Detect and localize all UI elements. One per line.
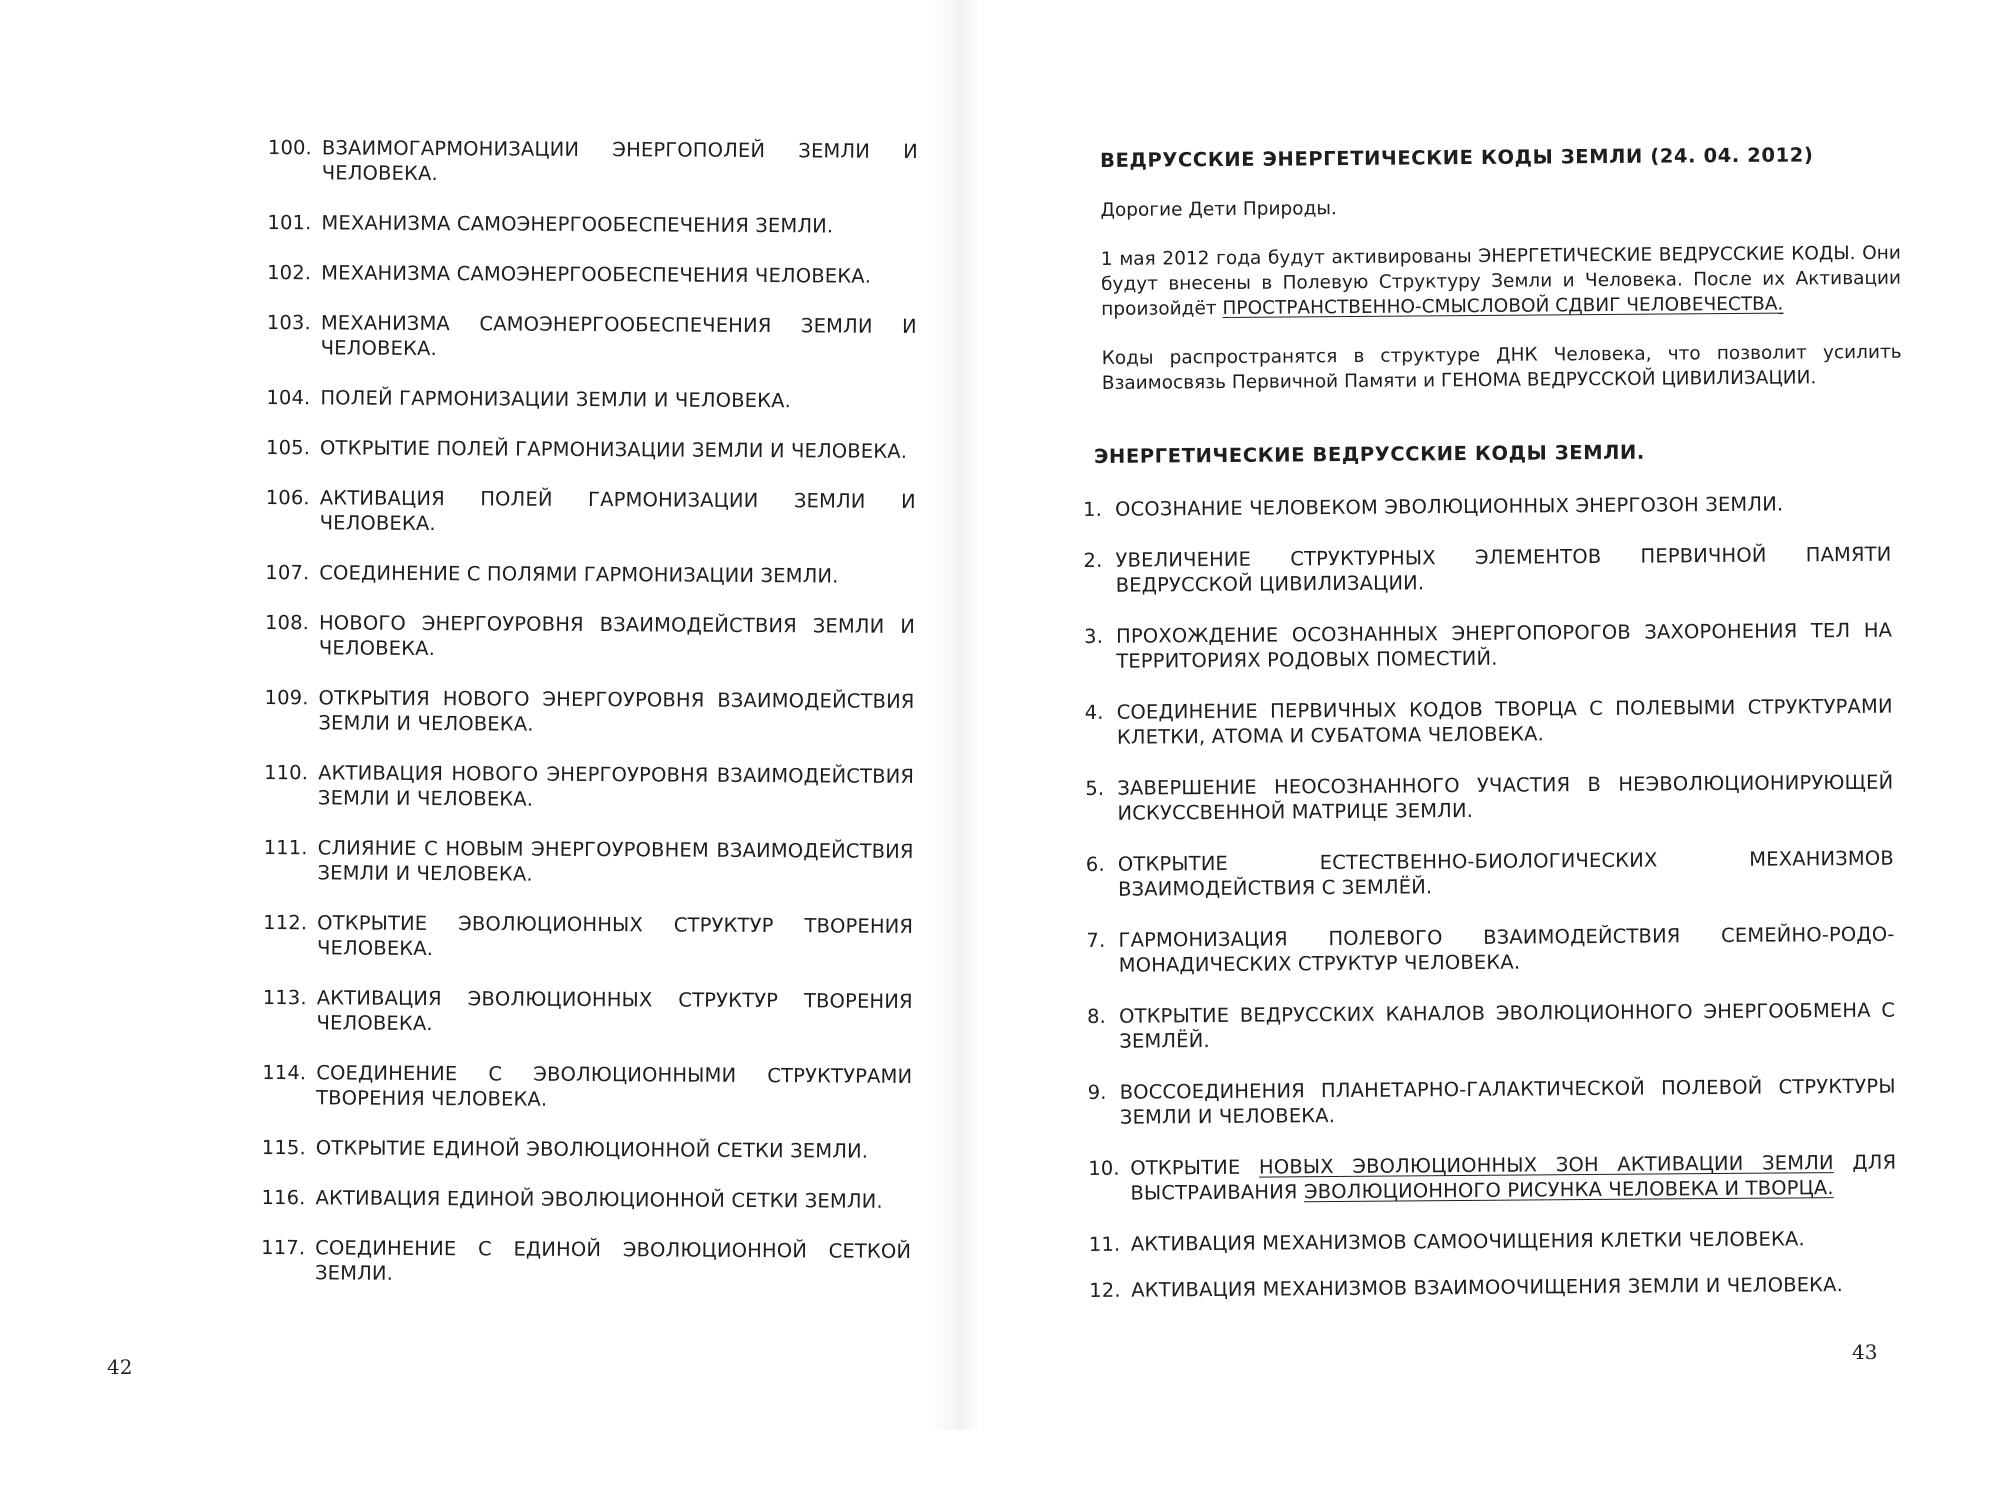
item-number: 100. xyxy=(267,135,313,160)
list-item xyxy=(265,610,915,664)
item-text xyxy=(1130,1150,1896,1206)
item-text: УВЕЛИЧЕНИЕ СТРУКТУРНЫХ ЭЛЕМЕНТОВ ПЕРВИЧНОЙ ПАМЯТИ ВЕДРУССКОЙ ЦИВИЛИЗАЦИИ. xyxy=(1115,542,1892,597)
item-number: 11. xyxy=(1088,1232,1121,1256)
paragraph-text: 1 мая 2012 года будут активированы ЭНЕРГЕТИЧЕСКИЕ ВЕДРУССКИЕ КОДЫ. Они будут внесены в Полевую Структуру Земли и Человека. После их Активации произойдёт xyxy=(1100,242,1902,320)
item-text: АКТИВАЦИЯ МЕХАНИЗМОВ САМООЧИЩЕНИЯ КЛЕТКИ ЧЕЛОВЕКА. xyxy=(1130,1227,1805,1256)
item-text: МЕХАНИЗМА САМОЭНЕРГООБЕСПЕЧЕНИЯ ЗЕМЛИ И ЧЕЛОВЕКА. xyxy=(320,311,917,361)
list-item xyxy=(266,385,916,414)
item-number: 104. xyxy=(266,385,311,410)
list-item xyxy=(1083,542,1891,598)
item-number: 116. xyxy=(261,1185,306,1210)
list-item xyxy=(267,260,917,289)
list-item xyxy=(267,210,917,239)
item-number: 8. xyxy=(1086,1004,1107,1028)
item-number: 105. xyxy=(266,435,311,460)
item-text: АКТИВАЦИЯ ЭВОЛЮЦИОННЫХ СТРУКТУР ТВОРЕНИЯ ЧЕЛОВЕКА. xyxy=(316,986,913,1036)
right-page-header xyxy=(1100,142,1902,420)
item-text: ОСОЗНАНИЕ ЧЕЛОВЕКОМ ЭВОЛЮЦИОННЫХ ЭНЕРГОЗОН ЗЕМЛИ. xyxy=(1115,492,1784,521)
list-item xyxy=(1085,770,1893,826)
list-item xyxy=(267,310,917,364)
item-number: 7. xyxy=(1086,928,1106,952)
item-text: СОЕДИНЕНИЕ ПЕРВИЧНЫХ КОДОВ ТВОРЦА С ПОЛЕВЫМИ СТРУКТУРАМИ КЛЕТКИ, АТОМА И СУБАТОМА ЧЕЛОВЕКА. xyxy=(1116,694,1893,749)
list-item xyxy=(265,560,915,589)
item-number: 102. xyxy=(267,260,312,285)
item-number: 5. xyxy=(1085,776,1105,800)
item-text: ОТКРЫТИЕ ПОЛЕЙ ГАРМОНИЗАЦИИ ЗЕМЛИ И ЧЕЛОВЕКА. xyxy=(320,436,908,463)
list-item xyxy=(1086,922,1894,978)
list-item xyxy=(1086,846,1894,902)
section-title: ЭНЕРГЕТИЧЕСКИЕ ВЕДРУССКИЕ КОДЫ ЗЕМЛИ. xyxy=(1094,440,1645,468)
paragraph-dna: Коды распространятся в структуре ДНК Человека, что позволит усилить Взаимосвязь Первичной Памяти и ГЕНОМА ВЕДРУССКОЙ ЦИВИЛИЗАЦИИ. xyxy=(1101,341,1902,394)
item-number: 6. xyxy=(1085,852,1105,876)
item-text: СЛИЯНИЕ С НОВЫМ ЭНЕРГОУРОВНЕМ ВЗАИМОДЕЙСТВИЯ ЗЕМЛИ И ЧЕЛОВЕКА. xyxy=(317,836,914,886)
paragraph-announcement xyxy=(1101,241,1902,322)
right-code-list xyxy=(1083,491,1897,1324)
item-text: АКТИВАЦИЯ НОВОГО ЭНЕРГОУРОВНЯ ВЗАИМОДЕЙСТВИЯ ЗЕМЛИ И ЧЕЛОВЕКА. xyxy=(317,761,915,811)
list-item xyxy=(1087,998,1895,1054)
item-text: ПОЛЕЙ ГАРМОНИЗАЦИИ ЗЕМЛИ И ЧЕЛОВЕКА. xyxy=(320,386,792,413)
list-item xyxy=(264,760,914,814)
item-text: ГАРМОНИЗАЦИЯ ПОЛЕВОГО ВЗАИМОДЕЙСТВИЯ СЕМЕЙНО-РОДО-МОНАДИЧЕСКИХ СТРУКТУР ЧЕЛОВЕКА. xyxy=(1118,922,1895,977)
greeting: Дорогие Дети Природы. xyxy=(1100,198,1337,221)
item-number: 109. xyxy=(264,685,309,710)
item-text: ВОССОЕДИНЕНИЯ ПЛАНЕТАРНО-ГАЛАКТИЧЕСКОЙ ПОЛЕВОЙ СТРУКТУРЫ ЗЕМЛИ И ЧЕЛОВЕКА. xyxy=(1119,1074,1896,1129)
page-number-left: 42 xyxy=(107,1355,133,1379)
item-text: ПРОХОЖДЕНИЕ ОСОЗНАННЫХ ЭНЕРГОПОРОГОВ ЗАХОРОНЕНИЯ ТЕЛ НА ТЕРРИТОРИЯХ РОДОВЫХ ПОМЕСТИЙ. xyxy=(1116,618,1893,673)
item-text: СОЕДИНЕНИЕ С ЭВОЛЮЦИОННЫМИ СТРУКТУРАМИ ТВОРЕНИЯ ЧЕЛОВЕКА. xyxy=(316,1061,913,1111)
item-number: 3. xyxy=(1084,624,1104,648)
list-item xyxy=(262,1060,912,1114)
book-gutter xyxy=(930,0,980,1430)
list-item xyxy=(1089,1272,1897,1303)
list-item xyxy=(1083,491,1891,522)
left-code-list xyxy=(261,135,918,1314)
item-number: 107. xyxy=(265,560,310,585)
list-item xyxy=(266,435,916,464)
item-number: 4. xyxy=(1084,700,1104,724)
list-item xyxy=(268,135,918,189)
item-text: ОТКРЫТИЕ ЕСТЕСТВЕННО-БИОЛОГИЧЕСКИХ МЕХАНИЗМОВ ВЗАИМОДЕЙСТВИЯ С ЗЕМЛЁЙ. xyxy=(1117,846,1894,901)
page-title: ВЕДРУССКИЕ ЭНЕРГЕТИЧЕСКИЕ КОДЫ ЗЕМЛИ (24. 04. 2012) xyxy=(1100,143,1814,172)
item-text: ВЗАИМОГАРМОНИЗАЦИИ ЭНЕРГОПОЛЕЙ ЗЕМЛИ И ЧЕЛОВЕКА. xyxy=(321,136,918,186)
item-number: 101. xyxy=(267,210,312,235)
item-text: АКТИВАЦИЯ ПОЛЕЙ ГАРМОНИЗАЦИИ ЗЕМЛИ И ЧЕЛОВЕКА. xyxy=(319,486,916,536)
list-item xyxy=(264,685,914,739)
item-number: 111. xyxy=(263,835,308,860)
item-text: ОТКРЫТИЯ НОВОГО ЭНЕРГОУРОВНЯ ВЗАИМОДЕЙСТВИЯ ЗЕМЛИ И ЧЕЛОВЕКА. xyxy=(318,686,915,736)
list-item xyxy=(1088,1074,1896,1130)
list-item xyxy=(1084,618,1892,674)
item-number: 114. xyxy=(262,1060,307,1085)
item-number: 117. xyxy=(261,1235,306,1260)
item-text: МЕХАНИЗМА САМОЭНЕРГООБЕСПЕЧЕНИЯ ЧЕЛОВЕКА. xyxy=(321,261,872,288)
item-number: 106. xyxy=(265,485,310,510)
list-item xyxy=(261,1185,911,1214)
item-number: 9. xyxy=(1087,1080,1107,1104)
list-item xyxy=(262,1135,912,1164)
item-number: 1. xyxy=(1083,497,1103,521)
list-item xyxy=(263,910,913,964)
list-item xyxy=(266,485,916,539)
list-item xyxy=(1089,1226,1897,1257)
underlined-phrase: НОВЫХ ЭВОЛЮЦИОННЫХ ЗОН АКТИВАЦИИ ЗЕМЛИ xyxy=(1258,1151,1834,1179)
underlined-phrase: ПРОСТРАНСТВЕННО-СМЫСЛОВОЙ СДВИГ ЧЕЛОВЕЧЕСТВА. xyxy=(1222,293,1784,320)
item-text: МЕХАНИЗМА САМОЭНЕРГООБЕСПЕЧЕНИЯ ЗЕМЛИ. xyxy=(321,211,834,238)
item-number: 113. xyxy=(262,985,307,1010)
item-text: СОЕДИНЕНИЕ С ЕДИНОЙ ЭВОЛЮЦИОННОЙ СЕТКОЙ ЗЕМЛИ. xyxy=(314,1236,912,1285)
item-text: СОЕДИНЕНИЕ С ПОЛЯМИ ГАРМОНИЗАЦИИ ЗЕМЛИ. xyxy=(319,561,839,588)
item-text-part: ДЛЯ ВЫСТРАИВАНИЯ xyxy=(1130,1150,1897,1205)
underlined-phrase: ЭВОЛЮЦИОННОГО РИСУНКА ЧЕЛОВЕКА И ТВОРЦА. xyxy=(1303,1176,1834,1204)
list-item xyxy=(1085,694,1893,750)
item-text: ЗАВЕРШЕНИЕ НЕОСОЗНАННОГО УЧАСТИЯ В НЕЭВОЛЮЦИОНИРУЮЩЕЙ ИСКУССВЕННОЙ МАТРИЦЕ ЗЕМЛИ. xyxy=(1117,770,1894,825)
list-item xyxy=(261,1235,911,1289)
item-text-part: ОТКРЫТИЕ xyxy=(1130,1155,1241,1180)
item-number: 108. xyxy=(264,610,310,635)
item-text: АКТИВАЦИЯ МЕХАНИЗМОВ ВЗАИМООЧИЩЕНИЯ ЗЕМЛИ И ЧЕЛОВЕКА. xyxy=(1131,1273,1844,1302)
item-text: ОТКРЫТИЕ ЭВОЛЮЦИОННЫХ СТРУКТУР ТВОРЕНИЯ ЧЕЛОВЕКА. xyxy=(316,911,914,961)
list-item xyxy=(263,835,913,889)
page-bottom-margin xyxy=(0,1430,2000,1492)
item-number: 2. xyxy=(1083,548,1103,572)
item-number: 110. xyxy=(264,760,309,785)
item-text: ОТКРЫТИЕ ЕДИНОЙ ЭВОЛЮЦИОННОЙ СЕТКИ ЗЕМЛИ. xyxy=(315,1136,869,1163)
item-number: 103. xyxy=(266,310,311,335)
item-number: 12. xyxy=(1089,1278,1121,1302)
item-text: АКТИВАЦИЯ ЕДИНОЙ ЭВОЛЮЦИОННОЙ СЕТКИ ЗЕМЛИ. xyxy=(315,1186,883,1213)
item-number: 115. xyxy=(261,1135,306,1160)
item-text: НОВОГО ЭНЕРГОУРОВНЯ ВЗАИМОДЕЙСТВИЯ ЗЕМЛИ И ЧЕЛОВЕКА. xyxy=(318,611,916,661)
list-item xyxy=(1088,1150,1896,1206)
list-item xyxy=(263,985,913,1039)
item-number: 10. xyxy=(1088,1156,1120,1180)
item-number: 112. xyxy=(263,910,308,935)
item-text: ОТКРЫТИЕ ВЕДРУССКИХ КАНАЛОВ ЭВОЛЮЦИОННОГО ЭНЕРГООБМЕНА С ЗЕМЛЁЙ. xyxy=(1118,998,1896,1053)
page-number-right: 43 xyxy=(1852,1340,1878,1364)
